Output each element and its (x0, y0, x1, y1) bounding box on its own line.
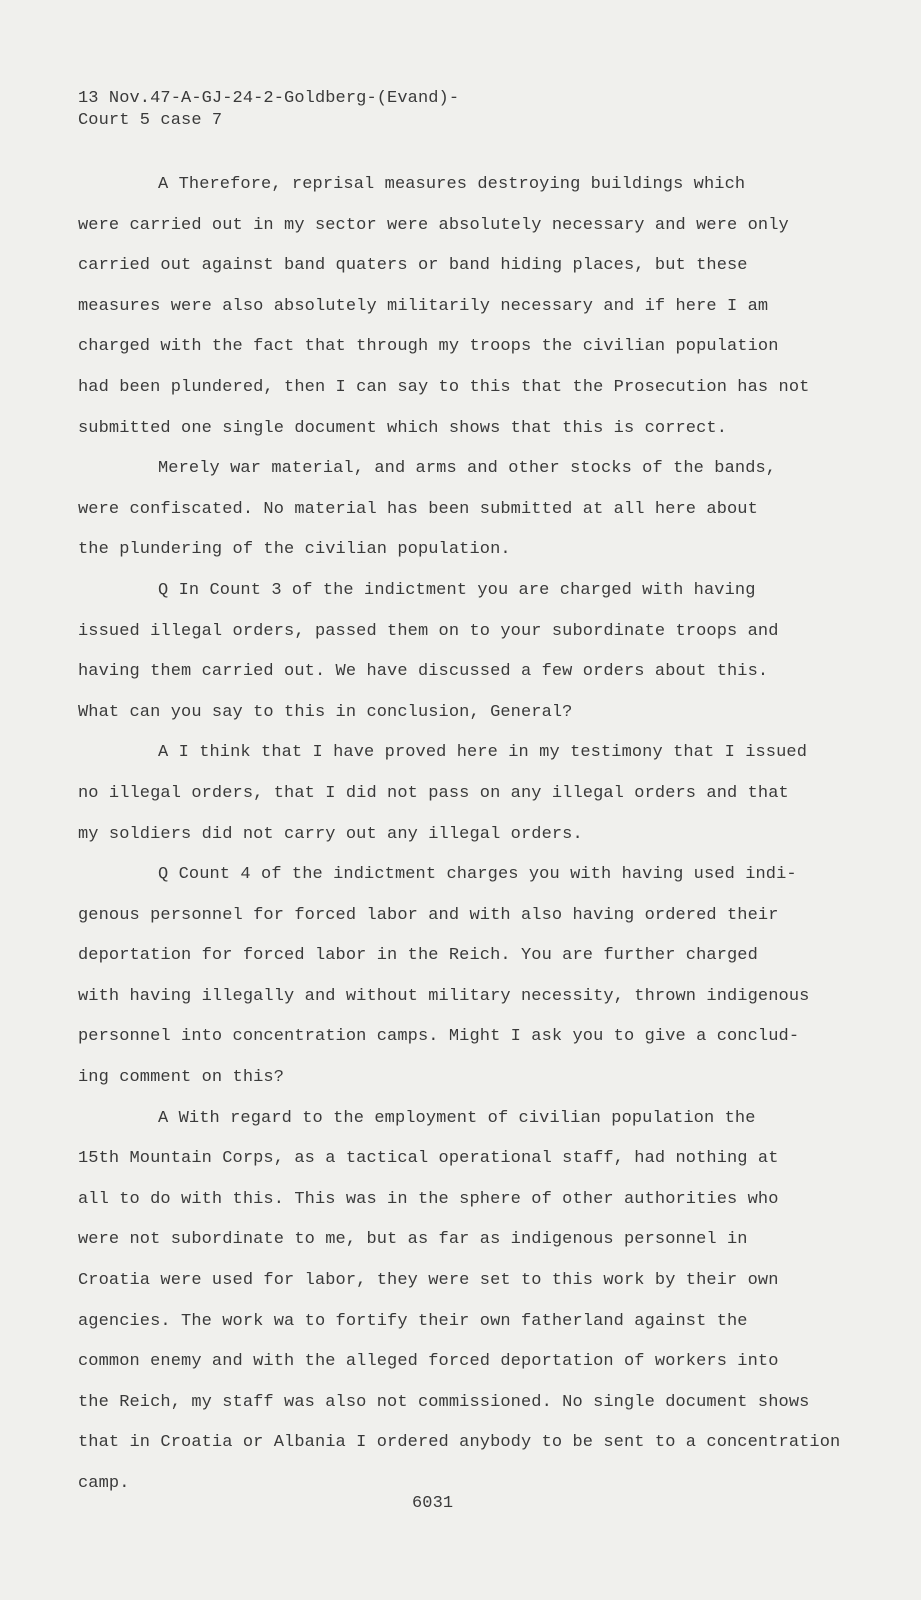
text-line: the plundering of the civilian population. (78, 540, 511, 560)
text-line: charged with the fact that through my troops the civilian population (78, 337, 779, 357)
text-line: no illegal orders, that I did not pass on any illegal orders and that (78, 783, 789, 803)
text-line: A With regard to the employment of civilian population the (158, 1108, 756, 1128)
text-line: What can you say to this in conclusion, General? (78, 702, 573, 722)
text-line: having them carried out. We have discussed a few orders about this. (78, 662, 769, 682)
text-line: A Therefore, reprisal measures destroying buildings which (158, 175, 746, 194)
text-line: had been plundered, then I can say to this that the Prosecution has not (78, 377, 810, 397)
text-line: agencies. The work wa to fortify their own fatherland against the (78, 1311, 748, 1331)
text-line: Q Count 4 of the indictment charges you with having used indi- (158, 865, 797, 885)
text-line: measures were also absolutely militarily necessary and if here I am (78, 296, 769, 316)
text-line: the Reich, my staff was also not commissioned. No single document shows (78, 1392, 810, 1412)
text-line: ing comment on this? (78, 1068, 285, 1088)
text-line: Q In Count 3 of the indictment you are charged with having (158, 580, 756, 600)
text-line: my soldiers did not carry out any illegal orders. (78, 824, 583, 844)
text-line: camp. (78, 1474, 130, 1493)
text-line: submitted one single document which shows that this is correct. (78, 418, 728, 438)
text-line: issued illegal orders, passed them on to your subordinate troops and (78, 621, 779, 641)
text-line: carried out against band quaters or band hiding places, but these (78, 256, 748, 276)
text-line: Croatia were used for labor, they were set to this work by their own (78, 1271, 779, 1291)
header-reference-line: 13 Nov.47-A-GJ-24-2-Goldberg-(Evand)- (78, 89, 460, 108)
text-line: personnel into concentration camps. Might I ask you to give a conclud- (78, 1027, 800, 1047)
text-line: were not subordinate to me, but as far as indigenous personnel in (78, 1230, 748, 1250)
text-line: with having illegally and without military necessity, thrown indigenous (78, 986, 810, 1006)
text-line: were confiscated. No material has been submitted at all here about (78, 499, 758, 519)
text-line: common enemy and with the alleged forced deportation of workers into (78, 1352, 779, 1372)
text-line: all to do with this. This was in the sphere of other authorities who (78, 1189, 779, 1209)
text-line: genous personnel for forced labor and with also having ordered their (78, 905, 779, 925)
document-header (78, 88, 459, 132)
header-court-line: Court 5 case 7 (78, 111, 223, 130)
testimony-body (78, 165, 841, 1505)
text-line: deportation for forced labor in the Reich. You are further charged (78, 946, 758, 966)
text-line: 15th Mountain Corps, as a tactical operational staff, had nothing at (78, 1149, 779, 1169)
text-line: A I think that I have proved here in my testimony that I issued (158, 743, 808, 763)
text-line: Merely war material, and arms and other stocks of the bands, (158, 459, 777, 479)
text-line: were carried out in my sector were absolutely necessary and were only (78, 215, 789, 235)
page-number: 6031 (412, 1494, 454, 1513)
text-line: that in Croatia or Albania I ordered anybody to be sent to a concentration (78, 1433, 841, 1453)
